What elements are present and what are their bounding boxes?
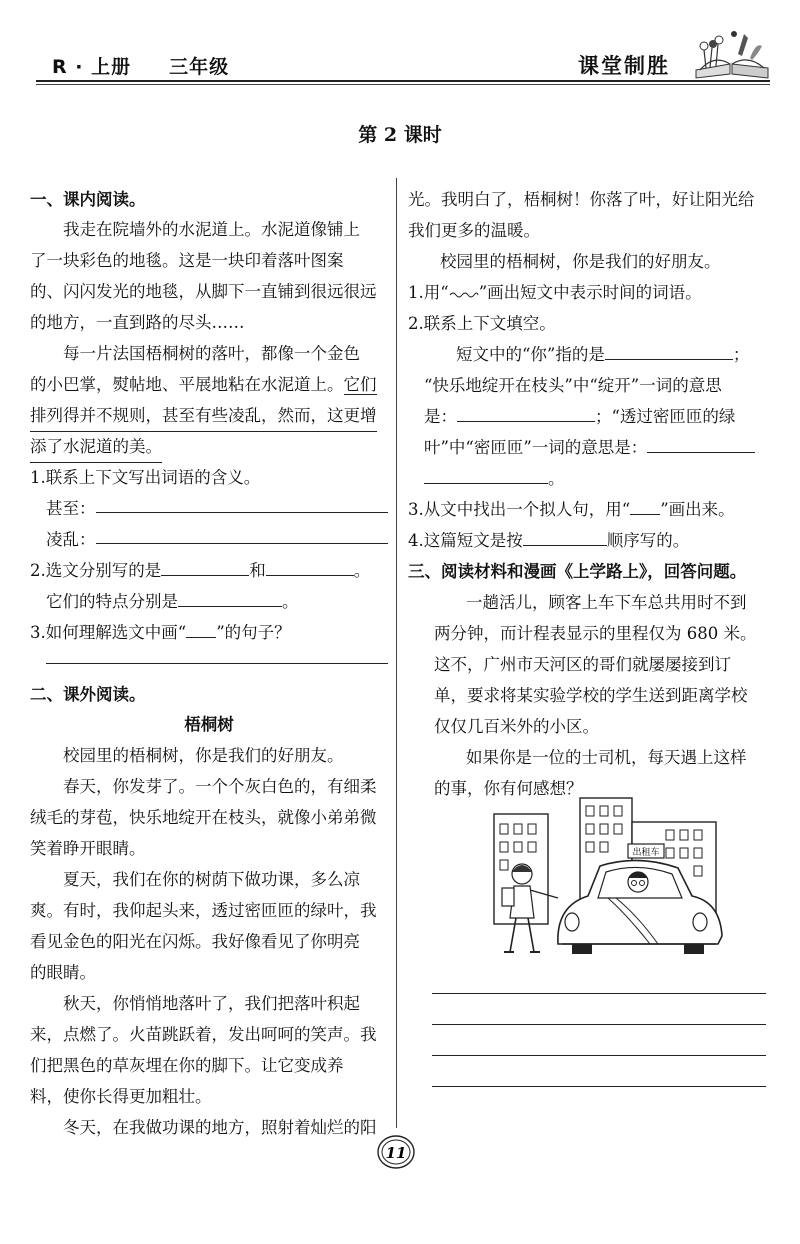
question-2b xyxy=(46,586,299,617)
s1-para2-line1: 每一片法国梧桐树的落叶，都像一个金色 xyxy=(63,344,360,363)
story-line-4: 笑着睁开眼睛。 xyxy=(30,839,146,858)
r2-blank-c[interactable] xyxy=(457,403,595,422)
story-line-7: 看见金色的阳光在闪烁。我好像看见了你明亮 xyxy=(30,932,360,951)
r2-line-c xyxy=(424,401,735,432)
question-3 xyxy=(30,617,291,648)
r2-a-end: ； xyxy=(732,345,750,364)
q1-word-a: 甚至： xyxy=(46,499,96,518)
s1-para1-line1: 我走在院墙外的水泥道上。水泥道像铺上 xyxy=(63,220,360,239)
brand-title: 课堂制胜 xyxy=(578,54,670,78)
r2-c-text: 是： xyxy=(424,407,457,426)
edition-label: R · 上册 xyxy=(52,56,132,78)
story-line-10: 来，点燃了。火苗跳跃着，发出呵呵的笑声。我 xyxy=(30,1025,377,1044)
s1-para1-line3: 的、闪闪发光的地毯，从脚下一直铺到很远很远 xyxy=(30,282,377,301)
grade-label: 三年级 xyxy=(169,56,230,78)
r2-line-a xyxy=(456,339,749,370)
r3-text-b: ”画出来。 xyxy=(660,500,735,519)
r1-text-b: ”画出短文中表示时间的词语。 xyxy=(478,283,702,302)
story-line-11: 们把黑色的草灰埋在你的脚下。让它变成养 xyxy=(30,1056,344,1075)
s3-para-line-2: 两分钟，而计程表显示的里程仅为 680 米。 xyxy=(434,624,757,643)
r2-line-b: “快乐地绽开在枝头”中“绽开”一词的意思 xyxy=(424,376,722,395)
q2-blank-2[interactable] xyxy=(266,557,354,576)
r2-e-end: 。 xyxy=(548,469,565,488)
s3-answer-line-3[interactable] xyxy=(432,1055,766,1056)
story-line-5: 夏天，我们在你的树荫下做功课，多么凉 xyxy=(63,870,360,889)
story-line-9: 秋天，你悄悄地落叶了，我们把落叶积起 xyxy=(63,994,360,1013)
r-question-1 xyxy=(408,277,702,308)
page-number: 11 xyxy=(385,1144,407,1162)
straight-underline-sample xyxy=(630,498,660,515)
s3-question-line-2: 的事，你有何感想？ xyxy=(434,779,583,798)
section-3-heading: 三、阅读材料和漫画《上学路上》，回答问题。 xyxy=(408,562,747,581)
r-question-2: 2.联系上下文填空。 xyxy=(408,314,556,333)
section-1-heading: 一、课内阅读。 xyxy=(30,190,146,209)
story-line-12: 料，使你长得更加粗壮。 xyxy=(30,1087,212,1106)
q2-end: 。 xyxy=(353,561,371,580)
r3-text-a: 3.从文中找出一个拟人句，用“ xyxy=(408,500,631,519)
r2-blank-e[interactable] xyxy=(424,465,548,484)
q1-answer-line-b[interactable] xyxy=(96,543,388,544)
s1-para2-line3: 排列得并不规则，甚至有些凌乱，然而，这更增 xyxy=(30,400,377,432)
r4-text-b: 顺序写的。 xyxy=(606,531,690,550)
story-line-1: 校园里的梧桐树，你是我们的好朋友。 xyxy=(63,746,344,765)
r4-blank[interactable] xyxy=(523,527,607,546)
story-title: 梧桐树 xyxy=(184,715,234,734)
story-line-6: 爽。有时，我仰起头来，透过密匝匝的绿叶，我 xyxy=(30,901,377,920)
s1-para2-line2 xyxy=(30,369,377,400)
r4-text-a: 4.这篇短文是按 xyxy=(408,531,523,550)
s1-para1-line2: 了一块彩色的地毯。这是一块印着落叶图案 xyxy=(30,251,344,270)
q3-text-a: 3.如何理解选文中画“ xyxy=(30,623,187,642)
story-cont-line-2: 我们更多的温暖。 xyxy=(408,221,540,240)
header-rule-thin xyxy=(36,84,770,85)
q2-blank-1[interactable] xyxy=(161,557,249,576)
q2b-blank[interactable] xyxy=(178,588,282,607)
q3-text-b: ”的句子？ xyxy=(216,623,291,642)
story-line-13: 冬天，在我做功课的地方，照射着灿烂的阳 xyxy=(63,1118,377,1137)
lesson-title: 第 2 课时 xyxy=(358,124,442,146)
s3-para-line-3: 这不，广州市天河区的哥们就屡屡接到订 xyxy=(434,655,731,674)
r2-a-text: 短文中的“你”指的是 xyxy=(456,345,605,364)
r2-line-e xyxy=(424,463,565,494)
r2-line-d xyxy=(424,432,755,463)
taxi-sign-label: 出租车 xyxy=(632,848,660,858)
r1-text-a: 1.用“ xyxy=(408,283,449,302)
straight-underline-sample xyxy=(186,621,216,638)
s3-para-line-5: 仅仅几百米外的小区。 xyxy=(434,717,599,736)
q2b-end: 。 xyxy=(282,592,299,611)
story-line-8: 的眼睛。 xyxy=(30,963,96,982)
r-question-4 xyxy=(408,525,689,556)
cartoon-taxi-illustration xyxy=(488,794,736,962)
q2-and: 和 xyxy=(249,561,266,580)
s3-para-line-1: 一趟活儿，顾客上车下车总共用时不到 xyxy=(466,593,747,612)
s3-question-line-1: 如果你是一位的士司机，每天遇上这样 xyxy=(466,748,747,767)
s1-para2-line2a: 的小巴掌，熨帖地、平展地粘在水泥道上。 xyxy=(30,375,344,394)
question-2 xyxy=(30,555,370,586)
header-edition xyxy=(52,52,229,79)
s1-para1-line4: 的地方，一直到路的尽头…… xyxy=(30,313,245,332)
s3-answer-line-1[interactable] xyxy=(432,993,766,994)
r2-blank-d[interactable] xyxy=(647,434,755,453)
q2-text-a: 2.选文分别写的是 xyxy=(30,561,162,580)
q2b-text: 它们的特点分别是 xyxy=(46,592,178,611)
q3-answer-line[interactable] xyxy=(46,663,388,664)
section-2-heading: 二、课外阅读。 xyxy=(30,685,146,704)
column-divider xyxy=(396,178,397,1128)
s3-answer-line-2[interactable] xyxy=(432,1024,766,1025)
question-1: 1.联系上下文写出词语的含义。 xyxy=(30,468,261,487)
s1-para2-line4: 添了水泥道的美。 xyxy=(30,431,162,463)
story-cont-line-3: 校园里的梧桐树，你是我们的好朋友。 xyxy=(440,252,721,271)
s3-para-line-4: 单，要求将某实验学校的学生送到距离学校 xyxy=(434,686,748,705)
r-question-3 xyxy=(408,494,735,525)
s1-para2-line2b: 它们 xyxy=(343,375,377,394)
story-line-2: 春天，你发芽了。一个个灰白色的，有细柔 xyxy=(63,777,377,796)
q1-answer-line-a[interactable] xyxy=(96,512,388,513)
open-book-logo-icon xyxy=(692,24,772,80)
wavy-underline-icon xyxy=(449,289,479,299)
r2-blank-a[interactable] xyxy=(605,341,733,360)
story-cont-line-1: 光。我明白了，梧桐树！你落了叶，好让阳光给 xyxy=(408,190,755,209)
q1-word-b: 凌乱： xyxy=(46,530,96,549)
page-number-badge xyxy=(376,1134,416,1170)
header-rule xyxy=(36,80,770,82)
r2-c2-text: ；“透过密匝匝的绿 xyxy=(595,407,736,426)
s3-answer-line-4[interactable] xyxy=(432,1086,766,1087)
r2-d-text: 叶”中“密匝匝”一词的意思是： xyxy=(424,438,648,457)
story-line-3: 绒毛的芽苞，快乐地绽开在枝头，就像小弟弟微 xyxy=(30,808,377,827)
